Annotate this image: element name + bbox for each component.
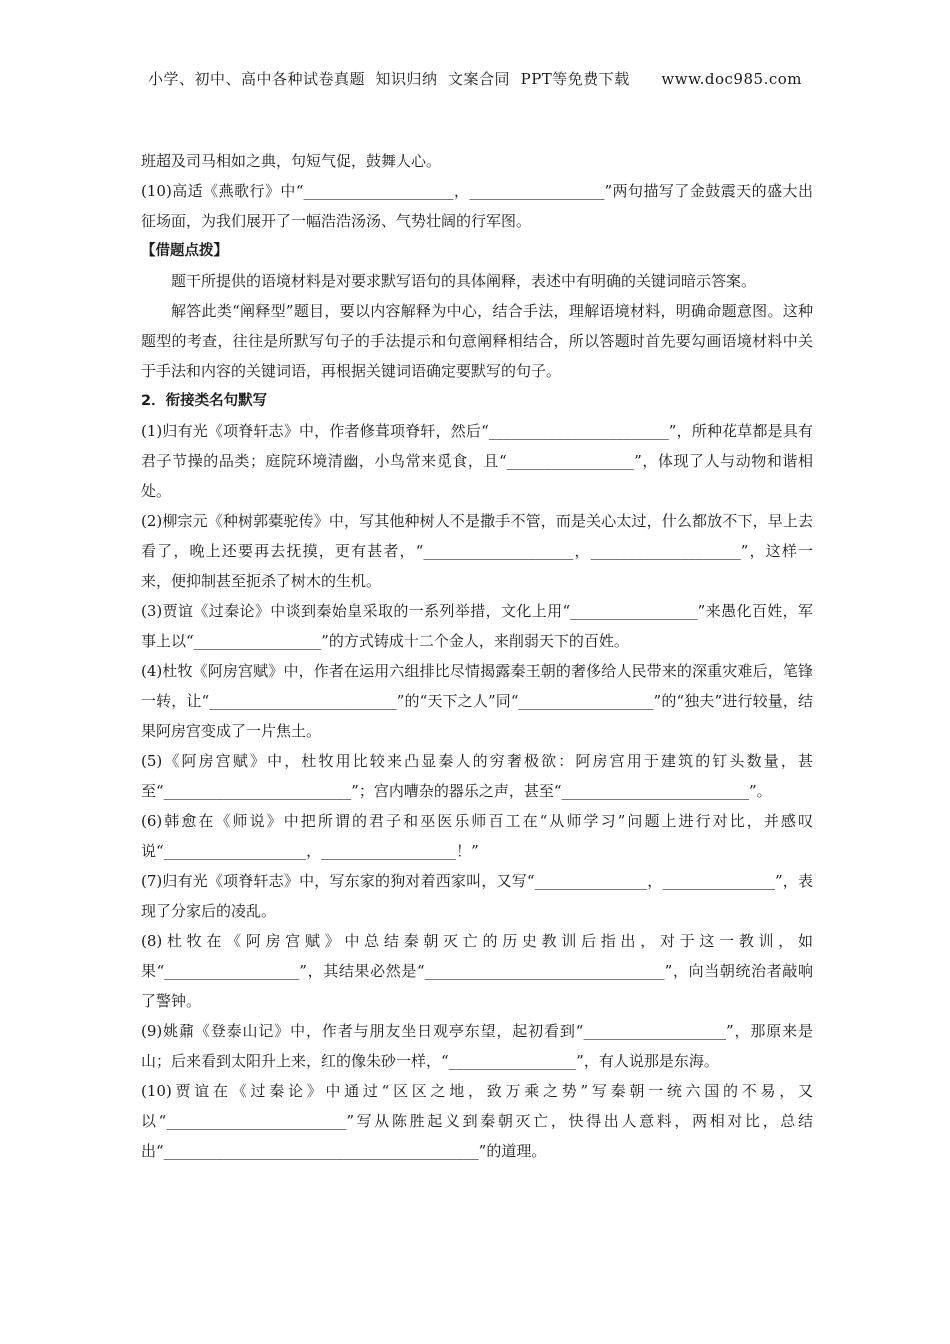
section-heading-tips: 【借题点拨】 — [141, 243, 228, 259]
question-10-yangexing: (10)高适《燕歌行》中“____________________，__________________”两句描写了金鼓震天的盛大出征场面，为我们展开了一幅浩浩汤汤、气势壮阔的行军图。 — [141, 182, 813, 230]
tips-paragraph-1: 题干所提供的语境材料是对要求默写语句的具体阐释，表述中有明确的关键词暗示答案。 — [171, 272, 757, 290]
question-3: (3)贾谊《过秦论》中谈到秦始皇采取的一系列举措，文化上用“_________________”来愚化百姓，军事上以“_________________”的方式铸成十二个金人，来削弱天下的百姓。 — [141, 602, 813, 650]
question-9: (9)姚鼐《登泰山记》中，作者与朋友坐日观亭东望，起初看到“___________________”，那原来是山；后来看到太阳升上来，红的像朱砂一样，“_________________”，有人说那是东海。 — [141, 1022, 813, 1070]
paragraph-intro-end: 班超及司马相如之典，句短气促，鼓舞人心。 — [141, 152, 442, 170]
question-7: (7)归有光《项脊轩志》中，写东家的狗对着西家叫，又写“_______________，_______________”，表现了分家后的凌乱。 — [141, 872, 813, 920]
question-2: (2)柳宗元《种树郭橐驼传》中，写其他种树人不是撒手不管，而是关心太过，什么都放不下，早上去看了，晚上还要再去抚摸，更有甚者，“____________________，____________________”，这样一来，便抑制甚至扼杀了树木的生机。 — [141, 512, 813, 590]
question-5: (5)《阿房宫赋》中，杜牧用比较来凸显秦人的穷奢极欲：阿房宫用于建筑的钉头数量，甚至“_________________________”；宫内嘈杂的器乐之声，甚至“_________________________”。 — [141, 752, 813, 800]
question-1: (1)归有光《项脊轩志》中，作者修葺项脊轩，然后“________________________”，所种花草都是具有君子节操的品类；庭院环境清幽，小鸟常来觅食，且“_________________”，体现了人与动物和谐相处。 — [141, 422, 813, 500]
question-4: (4)杜牧《阿房宫赋》中，作者在运用六组排比尽情揭露秦王朝的奢侈给人民带来的深重灾难后，笔锋一转，让“_________________________”的“天下之人”同“__________________”的“独夫”进行较量，结果阿房宫变成了一片焦土。 — [141, 662, 813, 740]
question-10: (10)贾谊在《过秦论》中通过“区区之地，致万乘之势”写秦朝一统六国的不易，又以“________________________”写从陈胜起义到秦朝灭亡，快得出人意料，两相对比，总结出“__________________________________________”的道理。 — [141, 1082, 813, 1160]
question-6: (6)韩愈在《师说》中把所谓的君子和巫医乐师百工在“从师学习”问题上进行对比，并感叹说“___________________，__________________！” — [141, 812, 813, 860]
tips-paragraph-2: 解答此类“阐释型”题目，要以内容解释为中心，结合手法，理解语境材料，明确命题意图。这种题型的考查，往往是所默写句子的手法提示和句意阐释相结合，所以答题时首先要勾画语境材料中关于手法和内容的关键词语，再根据关键词语确定要默写的句子。 — [141, 302, 813, 380]
page-header: 小学、初中、高中各种试卷真题 知识归纳 文案合同 PPT等免费下载 www.doc985.com — [147, 70, 802, 88]
question-8: (8)杜牧在《阿房宫赋》中总结秦朝灭亡的历史教训后指出，对于这一教训，如果“__________________”，其结果必然是“________________________________”，向当朝统治者敲响了警钟。 — [141, 932, 813, 1010]
document-body — [141, 146, 813, 1166]
section-heading-2: 2．衔接类名句默写 — [141, 393, 268, 409]
